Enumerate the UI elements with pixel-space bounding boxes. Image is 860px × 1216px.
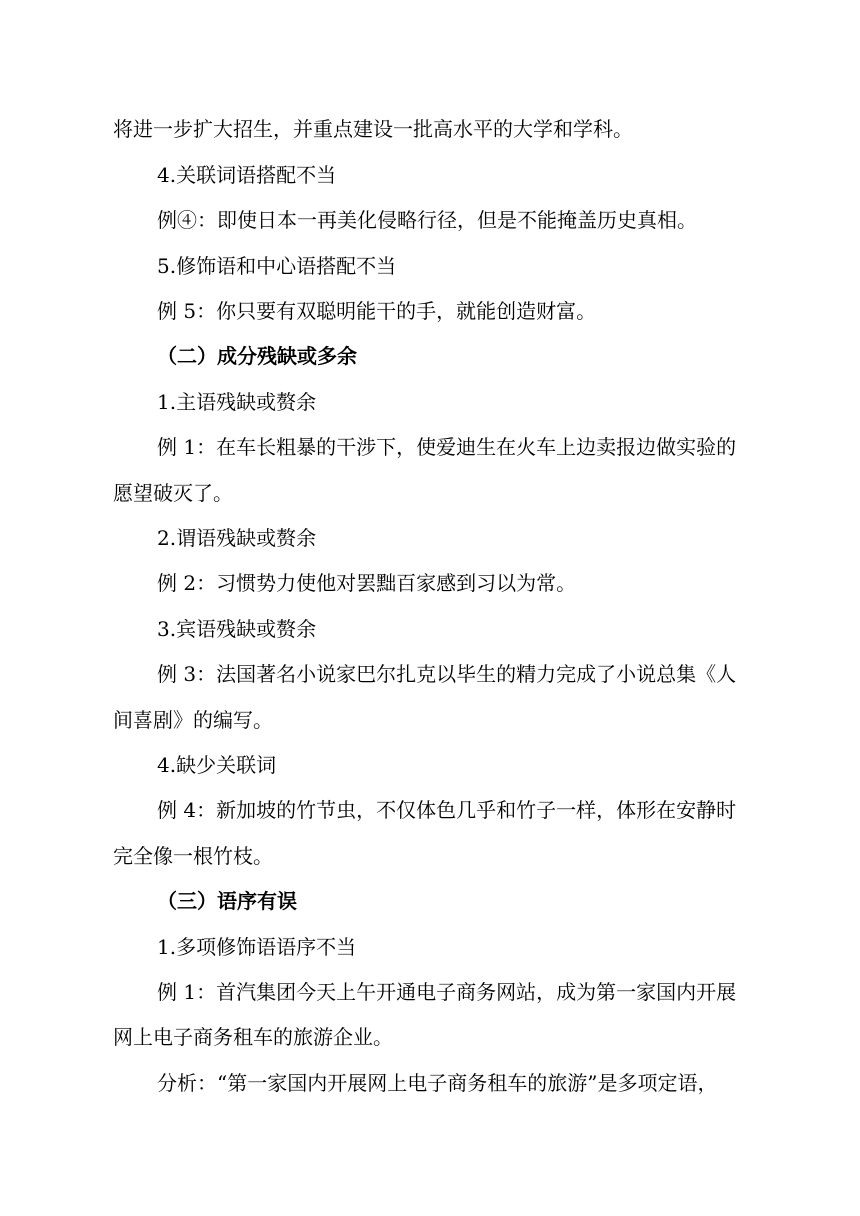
paragraph-line: 间喜剧》的编写。 [113,708,273,732]
paragraph-line: 分析：“第一家国内开展网上电子商务租车的旅游”是多项定语， [157,1071,718,1095]
subheading: 3.宾语残缺或赘余 [157,617,317,641]
section-heading: （二）成分残缺或多余 [157,344,357,368]
section-heading: （三）语序有误 [157,889,297,913]
subheading: 5.修饰语和中心语搭配不当 [157,254,397,278]
paragraph-line: 将进一步扩大招生，并重点建设一批高水平的大学和学科。 [113,117,633,141]
paragraph-line: 愿望破灭了。 [113,481,233,505]
subheading: 1.多项修饰语语序不当 [157,935,357,959]
paragraph-line: 例 4：新加坡的竹节虫，不仅体色几乎和竹子一样，体形在安静时 [157,798,737,822]
subheading: 2.谓语残缺或赘余 [157,526,317,550]
subheading: 4.关联词语搭配不当 [157,163,337,187]
paragraph-line: 例 5：你只要有双聪明能干的手，就能创造财富。 [157,299,597,323]
paragraph-line: 完全像一根竹枝。 [113,844,273,868]
paragraph-line: 例 3：法国著名小说家巴尔扎克以毕生的精力完成了小说总集《人 [157,662,737,686]
paragraph-line: 例 2：习惯势力使他对罢黜百家感到习以为常。 [157,571,577,595]
paragraph-line: 网上电子商务租车的旅游企业。 [113,1025,393,1049]
subheading: 1.主语残缺或赘余 [157,390,317,414]
paragraph-line: 例④：即使日本一再美化侵略行径，但是不能掩盖历史真相。 [157,208,697,232]
paragraph-line: 例 1：首汽集团今天上午开通电子商务网站，成为第一家国内开展 [157,980,737,1004]
subheading: 4.缺少关联词 [157,753,277,777]
paragraph-line: 例 1：在车长粗暴的干涉下，使爱迪生在火车上边卖报边做实验的 [157,435,737,459]
